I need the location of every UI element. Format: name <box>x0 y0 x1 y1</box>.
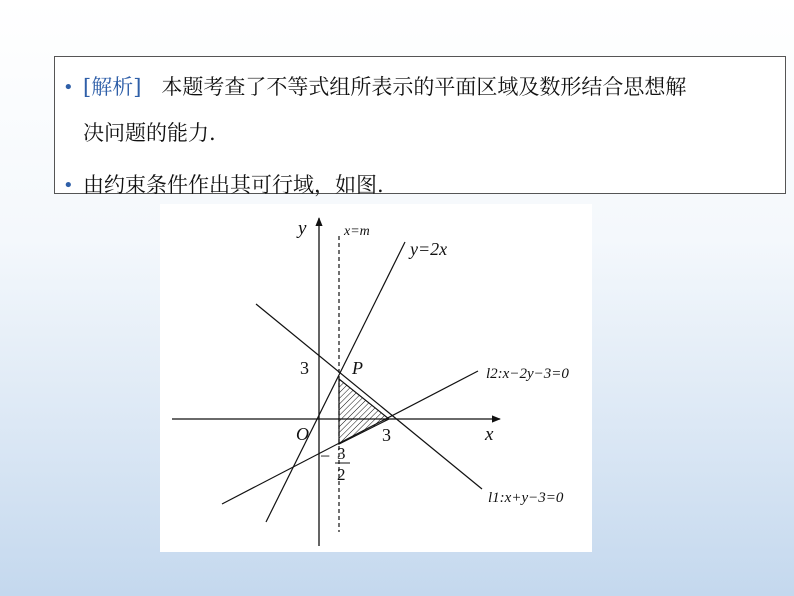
bullet-1: • <box>63 77 74 98</box>
paragraph-1-line-1 <box>83 71 686 101</box>
bullet-2: • <box>63 175 74 196</box>
x-axis-label: x <box>485 424 494 445</box>
line-l1 <box>256 304 482 489</box>
analysis-textbox <box>54 56 786 197</box>
line-y-equals-2x <box>266 242 405 522</box>
y-axis-label: y <box>298 218 307 239</box>
origin-label: O <box>296 424 309 444</box>
line-l2-label: l2:x−2y−3=0 <box>486 366 569 382</box>
line-x-equals-m-label: x=m <box>344 224 370 239</box>
paragraph-1-line-2: 决问题的能力. <box>83 121 216 145</box>
paragraph-1-text: 本题考查了不等式组所表示的平面区域及数形结合思想解 <box>161 75 687 99</box>
paragraph-2-line-1: 由约束条件作出其可行域，如图. <box>83 173 384 197</box>
y-tick-neg-sign: − <box>320 446 331 466</box>
y-tick-frac-denominator: 2 <box>337 465 346 484</box>
line-l1-label: l1:x+y−3=0 <box>488 490 564 506</box>
point-p-label: P <box>352 358 363 378</box>
y-tick-frac-numerator: 3 <box>337 444 346 463</box>
feasible-region-figure <box>160 204 592 552</box>
feasible-region-diagram <box>160 204 592 552</box>
x-tick-3: 3 <box>382 425 391 445</box>
y-tick-3: 3 <box>300 358 309 378</box>
analysis-tag: [解析] <box>83 75 142 99</box>
line-y-equals-2x-label: y=2x <box>410 239 448 259</box>
